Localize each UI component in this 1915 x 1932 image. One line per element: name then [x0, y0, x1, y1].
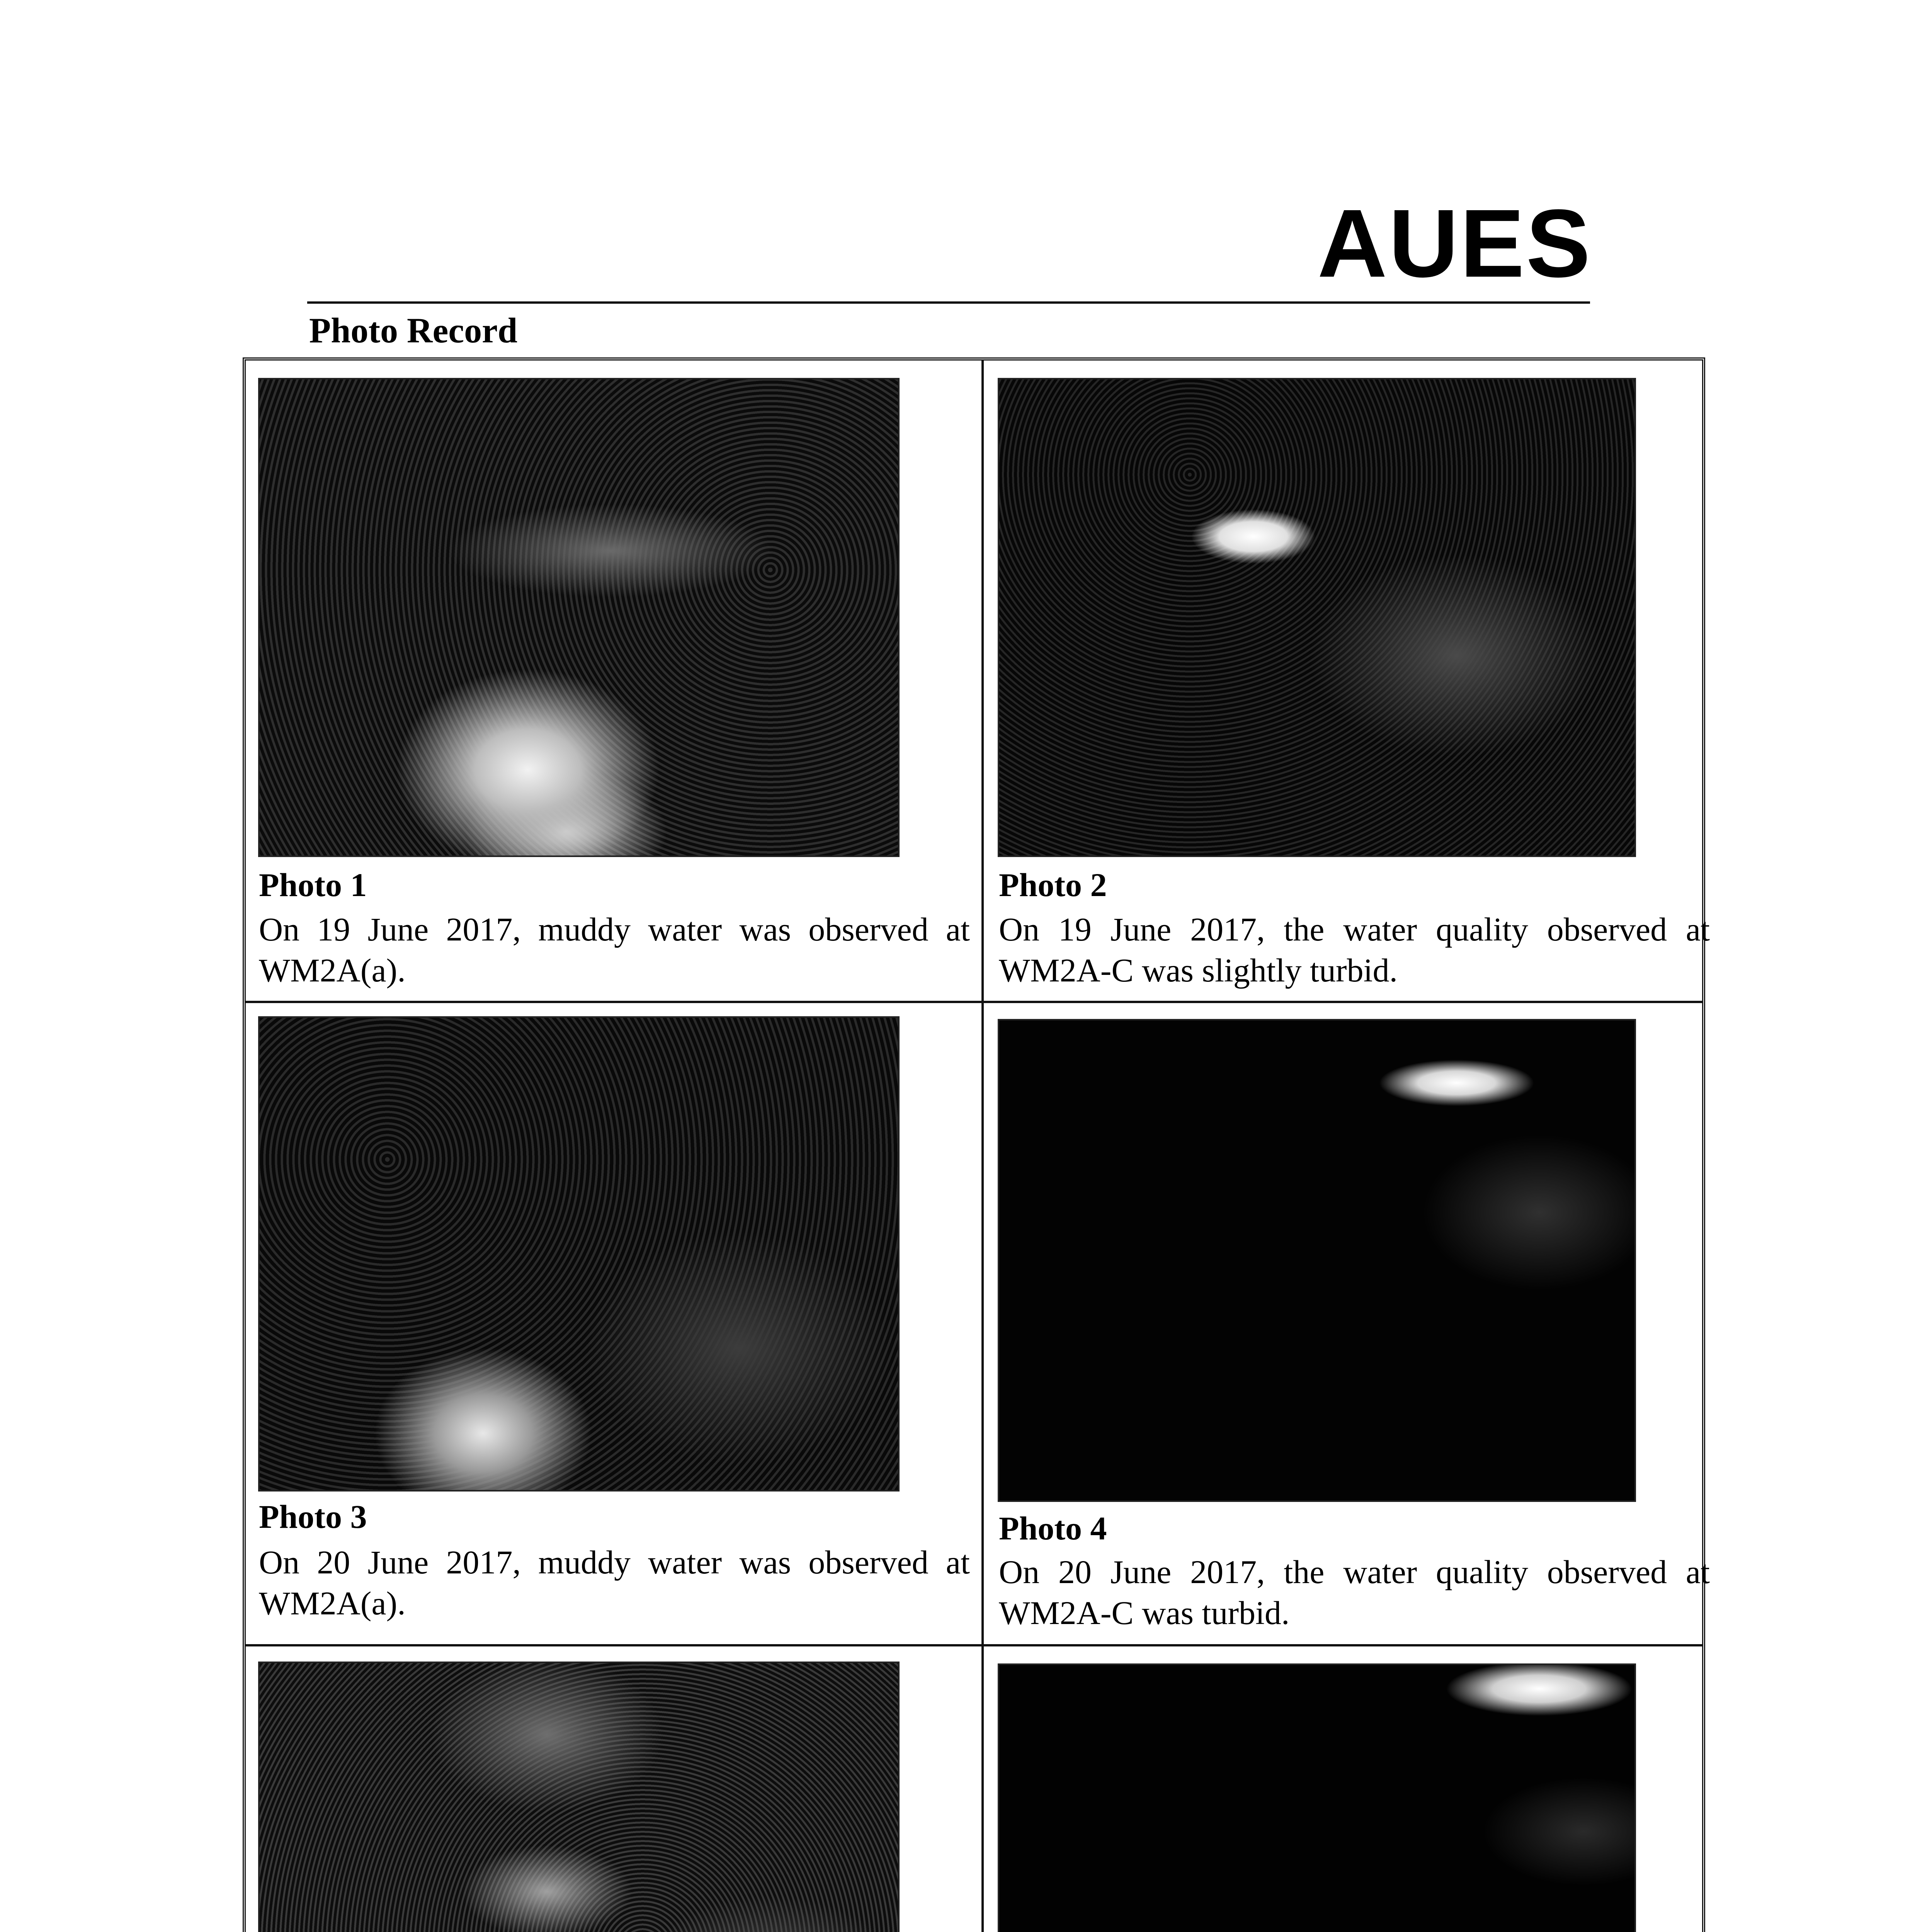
page-title: Photo Record	[309, 311, 518, 350]
photo-4-image	[998, 1019, 1636, 1502]
photo-6-image	[998, 1663, 1636, 1932]
photo-1-caption: On 19 June 2017, muddy water was observed at WM2A(a).	[259, 911, 970, 989]
photo-4-title: Photo 4	[999, 1510, 1107, 1547]
table-row-divider	[246, 1644, 1702, 1646]
photo-5-image	[258, 1662, 900, 1932]
photo-1-image	[258, 378, 900, 857]
table-row-divider	[246, 1001, 1702, 1003]
photo-2-title: Photo 2	[999, 866, 1107, 903]
photo-3-title: Photo 3	[259, 1498, 367, 1535]
table-column-divider	[981, 360, 984, 1932]
header-divider	[307, 301, 1590, 304]
photo-4-caption: On 20 June 2017, the water quality observed at WM2A-C was turbid.	[999, 1553, 1710, 1631]
photo-2-caption: On 19 June 2017, the water quality observed at WM2A-C was slightly turbid.	[999, 911, 1710, 989]
company-logo: AUES	[1317, 189, 1592, 297]
photo-2-image	[998, 378, 1636, 857]
photo-3-caption: On 20 June 2017, muddy water was observed at WM2A(a).	[259, 1544, 970, 1622]
photo-3-image	[258, 1016, 900, 1492]
photo-1-title: Photo 1	[259, 866, 367, 903]
